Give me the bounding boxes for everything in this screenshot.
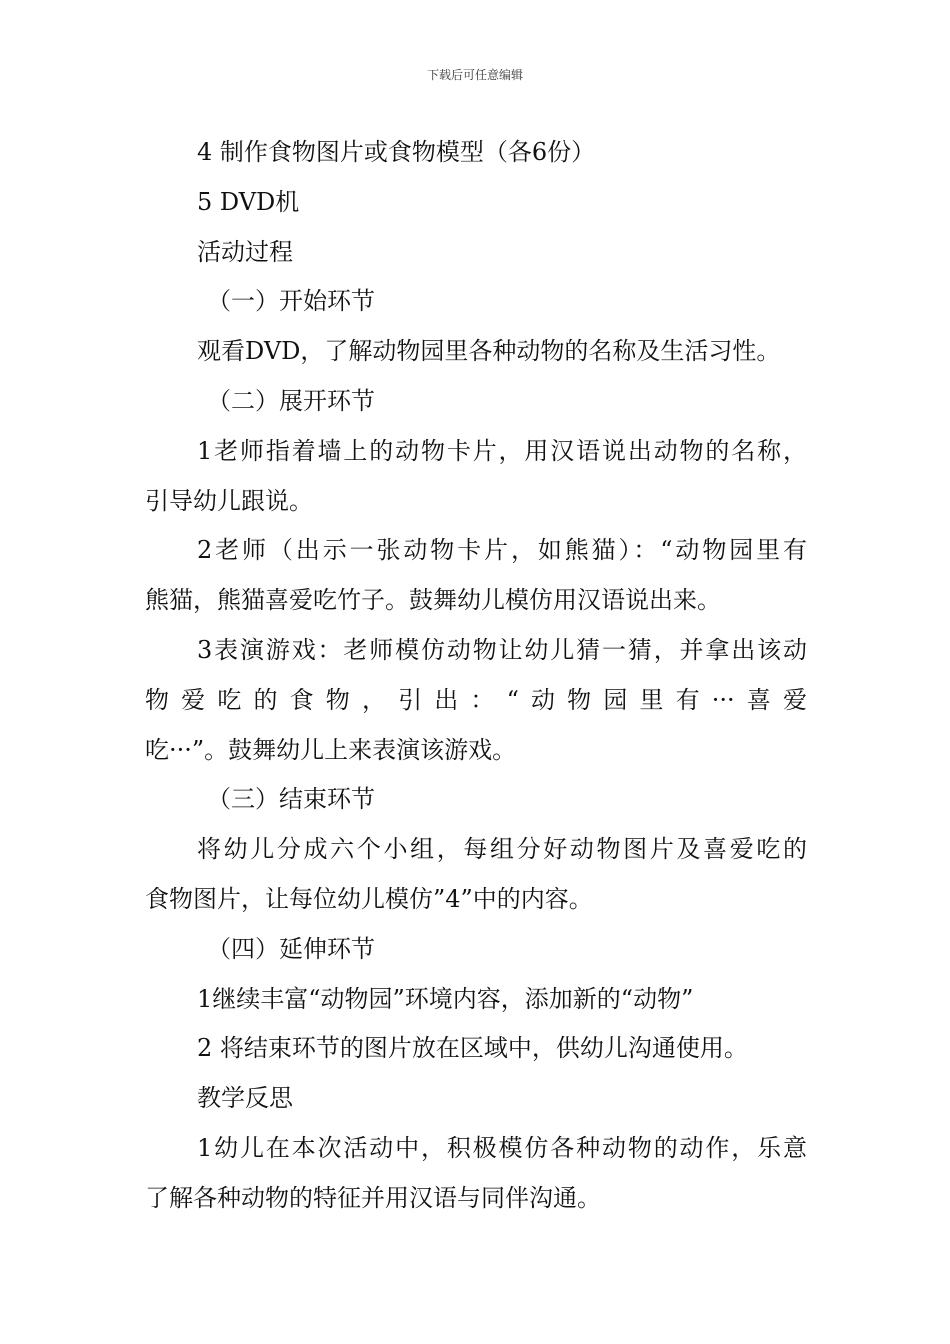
paragraph-line: 了解各种动物的特征并用汉语与同伴沟通。 [145,1183,601,1212]
paragraph-line: 食物图片，让每位幼儿模仿”4”中的内容。 [145,884,593,913]
paragraph-line: 2 将结束环节的图片放在区域中，供幼儿沟通使用。 [197,1034,748,1063]
paragraph-line: 1继续丰富“动物园”环境内容，添加新的“动物” [197,984,694,1013]
subsection-heading-extend: （四）延伸环节 [207,934,375,963]
paragraph-line: 引导幼儿跟说。 [145,486,313,515]
paragraph-line: 1老师指着墙上的动物卡片，用汉语说出动物的名称， [197,436,807,465]
paragraph-line: 观看DVD，了解动物园里各种动物的名称及生活习性。 [197,337,781,366]
paragraph-line: 1幼儿在本次活动中，积极模仿各种动物的动作，乐意 [197,1133,807,1162]
paragraph-line: 物爱吃的食物，引出：“动物园里有···喜爱 [145,685,807,714]
subsection-heading-start: （一）开始环节 [207,287,375,316]
paragraph-line: 2老师（出示一张动物卡片，如熊猫）：“动物园里有 [197,536,807,565]
paragraph-line: 熊猫，熊猫喜爱吃竹子。鼓舞幼儿模仿用汉语说出来。 [145,586,721,615]
paragraph-line: 将幼儿分成六个小组，每组分好动物图片及喜爱吃的 [197,835,807,864]
paragraph-line: 吃···”。鼓舞幼儿上来表演该游戏。 [145,735,517,764]
document-body [145,128,807,1224]
subsection-heading-end: （三）结束环节 [207,785,375,814]
subsection-heading-expand: （二）展开环节 [207,386,375,415]
section-heading-activity-process: 活动过程 [197,237,293,266]
material-item-4: 4 制作食物图片或食物模型（各6份） [197,138,596,166]
paragraph-line: 3表演游戏：老师模仿动物让幼儿猜一猜，并拿出该动 [197,635,807,664]
page-header: 下载后可任意编辑 [426,68,523,82]
material-item-5: 5 DVD机 [197,187,300,216]
section-heading-reflection: 教学反思 [197,1084,293,1113]
